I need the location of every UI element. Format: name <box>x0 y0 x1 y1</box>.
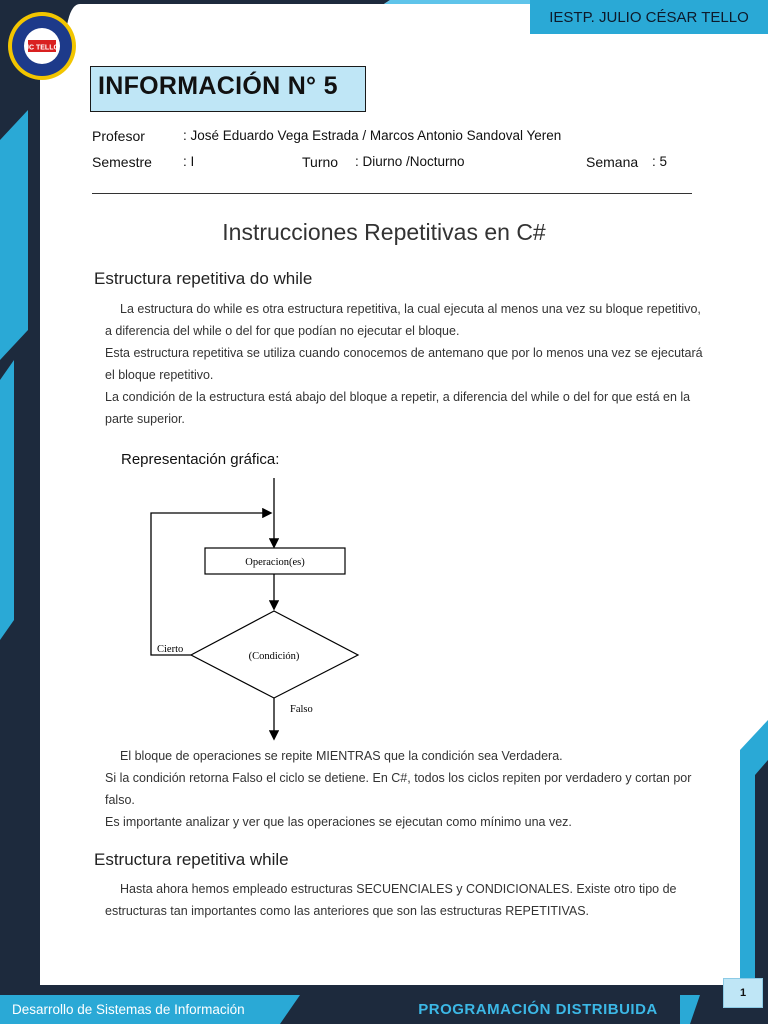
paragraph: Si la condición retorna Falso el ciclo se detiene. En C#, todos los ciclos repiten por verdadero y cortan por falso. <box>105 771 692 807</box>
document-title: Instrucciones Repetitivas en C# <box>222 219 546 245</box>
institution-logo <box>6 10 78 82</box>
logo-text: JC TELLO <box>25 44 59 52</box>
turno-value: : Diurno /Nocturno <box>355 154 465 169</box>
footer-subject: PROGRAMACIÓN DISTRIBUIDA <box>396 995 680 1024</box>
false-label: Falso <box>290 704 313 715</box>
condition-label: (Condición) <box>248 651 300 662</box>
info-title: INFORMACIÓN N° 5 <box>98 72 338 100</box>
paragraph: El bloque de operaciones se repite MIENTRAS que la condición sea Verdadera. <box>120 749 563 763</box>
header-divider <box>92 193 692 194</box>
section-while-body <box>105 878 705 922</box>
semana-label: Semana <box>586 154 639 170</box>
profesor-value: : José Eduardo Vega Estrada / Marcos Antonio Sandoval Yeren <box>183 128 562 143</box>
paragraph: Es importante analizar y ver que las operaciones se ejecutan como mínimo una vez. <box>105 815 572 829</box>
graphic-title: Representación gráfica: <box>121 451 280 468</box>
paragraph: La condición de la estructura está abajo del bloque a repetir, a diferencia del while o del for que está en la parte superior. <box>105 390 691 426</box>
section-heading-do-while: Estructura repetitiva do while <box>94 269 313 288</box>
paragraph: Esta estructura repetitiva se utiliza cuando conocemos de antemano que por lo menos una vez se ejecutará el bloque repetitivo. <box>105 346 703 382</box>
page-number: 1 <box>723 978 763 1008</box>
profesor-label: Profesor <box>92 128 145 144</box>
paragraph: La estructura do while es otra estructura repetitiva, la cual ejecuta al menos una vez su bloque repetitivo, a diferencia del while o del for que podían no ejecutar el bloque. <box>105 302 701 338</box>
paragraph: Hasta ahora hemos empleado estructuras SECUENCIALES y CONDICIONALES. Existe otro tipo de estructuras tan importantes como las anteriores que son las estructuras REPETITIVAS. <box>105 882 677 918</box>
semana-value: : 5 <box>652 154 668 169</box>
section-do-while-notes <box>105 745 705 833</box>
section-do-while-body <box>105 298 705 430</box>
section-heading-while: Estructura repetitiva while <box>94 850 289 869</box>
turno-label: Turno <box>302 154 339 170</box>
flowchart-diagram <box>140 476 370 742</box>
true-label: Cierto <box>157 644 184 655</box>
semestre-label: Semestre <box>92 154 152 170</box>
semestre-value: : I <box>183 154 195 169</box>
institution-name: IESTP. JULIO CÉSAR TELLO <box>530 0 768 34</box>
operation-label: Operacion(es) <box>245 557 305 568</box>
footer-course-name: Desarrollo de Sistemas de Información <box>0 995 255 1024</box>
